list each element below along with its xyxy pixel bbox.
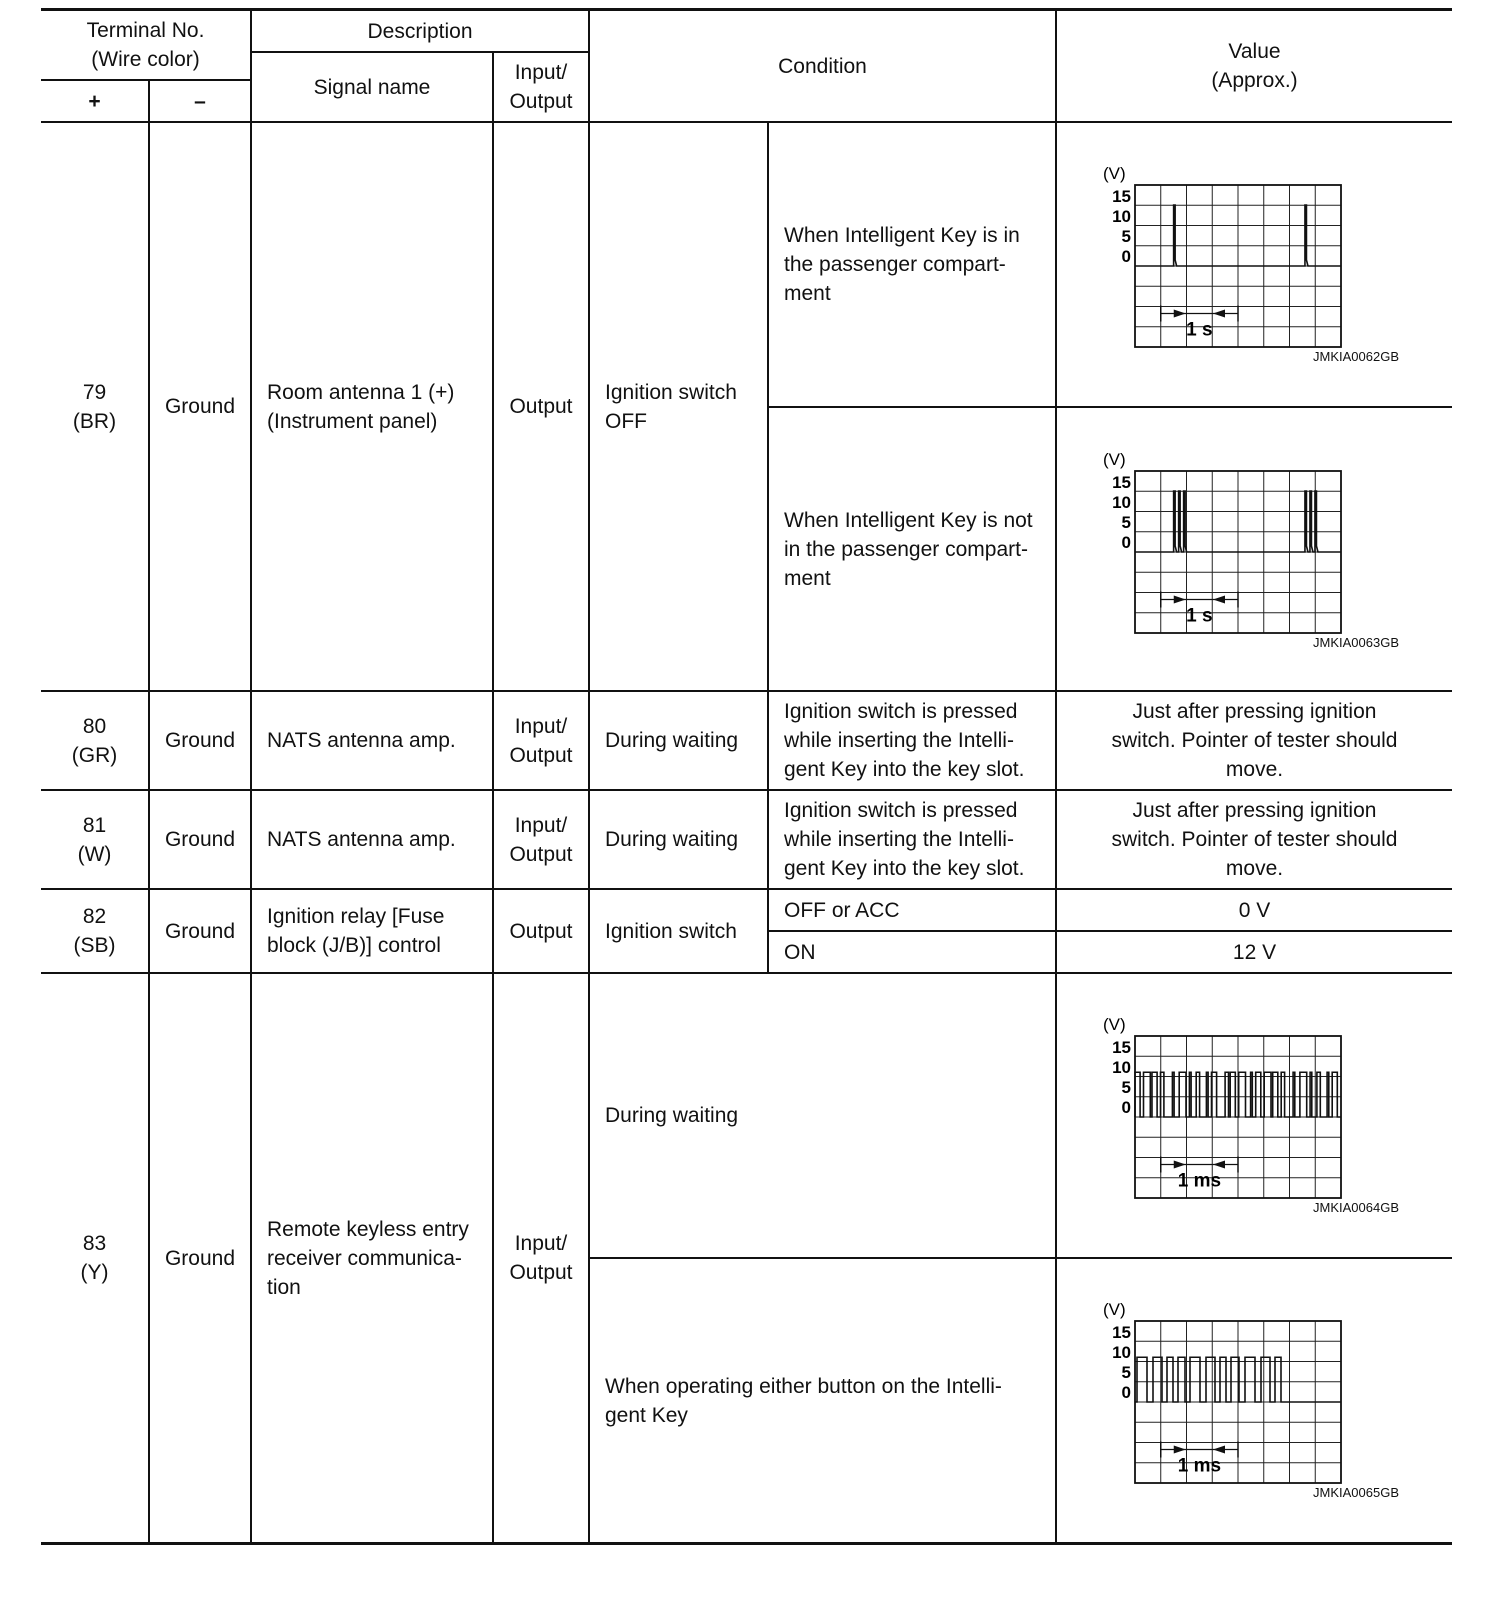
condition-81-detail: Ignition switch is pressed while inserting the Intelli- gent Key into the key slot. <box>784 799 1025 880</box>
scope-y-tick: 15 <box>1112 187 1131 206</box>
header-io: Input/ Output <box>509 61 573 113</box>
scope-y-tick: 5 <box>1121 513 1131 532</box>
value-82-off-acc: 0 V <box>1238 898 1271 922</box>
scope-svg <box>1095 1014 1355 1214</box>
scope-83-button <box>1095 1299 1355 1499</box>
scope-svg <box>1095 163 1355 363</box>
scope-time-label: 1 ms <box>1177 1170 1222 1192</box>
signal-81: NATS antenna amp. <box>267 828 456 851</box>
value-82-on: 12 V <box>1232 940 1277 964</box>
ground-79: Ground <box>164 395 236 418</box>
scope-svg <box>1095 1299 1355 1499</box>
scope-y-tick: 0 <box>1121 247 1131 266</box>
condition-80-detail: Ignition switch is pressed while inserting the Intelli- gent Key into the key slot. <box>784 700 1025 781</box>
header-minus: – <box>194 89 206 113</box>
scope-unit-label: (V) <box>1103 450 1126 469</box>
condition-79: Ignition switch OFF <box>605 380 737 433</box>
header-plus: + <box>88 89 101 113</box>
header-condition: Condition <box>778 54 867 78</box>
scope-waveform <box>1135 1072 1341 1117</box>
io-83: Input/ Output <box>509 1232 573 1284</box>
scope-y-tick: 10 <box>1112 1058 1131 1077</box>
ground-80: Ground <box>164 729 236 752</box>
scope-unit-label: (V) <box>1103 1015 1126 1034</box>
fig-id-83-waiting: JMKIA0064GB <box>1313 1200 1399 1215</box>
terminal-table <box>41 8 1452 1590</box>
scope-arrow-left <box>1213 596 1225 604</box>
scope-y-tick: 10 <box>1112 493 1131 512</box>
ground-81: Ground <box>164 828 236 851</box>
condition-79-not-in: When Intelligent Key is not in the passenger compart- ment <box>784 508 1033 590</box>
fig-id-79-in: JMKIA0062GB <box>1313 349 1399 364</box>
scope-y-tick: 10 <box>1112 1343 1131 1362</box>
scope-83-waiting <box>1095 1014 1355 1214</box>
scope-arrow-left <box>1213 310 1225 318</box>
fig-id-79-not-in: JMKIA0063GB <box>1313 635 1399 650</box>
fig-id-83-button: JMKIA0065GB <box>1313 1485 1399 1500</box>
condition-83-button: When operating either button on the Intelli- gent Key <box>605 1374 1002 1427</box>
value-81: Just after pressing ignition switch. Pointer of tester should move. <box>1111 799 1398 880</box>
condition-83-waiting: During waiting <box>605 1104 739 1127</box>
scope-time-label: 1 ms <box>1177 1455 1222 1477</box>
terminal-81: 81 (W) <box>77 813 112 866</box>
signal-83: Remote keyless entry receiver communica- tion <box>267 1217 469 1299</box>
scope-79-not-in <box>1095 449 1355 649</box>
header-value: Value (Approx.) <box>1211 40 1298 92</box>
scope-unit-label: (V) <box>1103 164 1126 183</box>
scope-y-tick: 5 <box>1121 1078 1131 1097</box>
ground-83: Ground <box>164 1246 236 1270</box>
io-79: Output <box>509 395 573 418</box>
ground-82: Ground <box>164 919 236 943</box>
scope-y-tick: 10 <box>1112 207 1131 226</box>
scope-arrow-left <box>1213 1161 1225 1169</box>
scope-time-label: 1 s <box>1186 319 1213 341</box>
scope-y-tick: 15 <box>1112 473 1131 492</box>
header-signal-name: Signal name <box>313 75 431 99</box>
scope-y-tick: 15 <box>1112 1323 1131 1342</box>
terminal-82: 82 (SB) <box>73 905 116 957</box>
scope-y-tick: 0 <box>1121 1383 1131 1402</box>
scope-svg <box>1095 449 1355 649</box>
terminal-80: 80 (GR) <box>71 714 118 767</box>
scope-y-tick: 0 <box>1121 533 1131 552</box>
condition-82-off-acc: OFF or ACC <box>784 898 900 922</box>
io-82: Output <box>509 919 573 943</box>
header-terminal: Terminal No. (Wire color) <box>86 19 205 71</box>
io-81: Input/ Output <box>509 813 573 866</box>
scope-y-tick: 0 <box>1121 1098 1131 1117</box>
scope-y-tick: 15 <box>1112 1038 1131 1057</box>
scope-arrow-left <box>1213 1446 1225 1454</box>
signal-79: Room antenna 1 (+) (Instrument panel) <box>267 380 455 433</box>
condition-82: Ignition switch <box>605 919 737 943</box>
condition-82-on: ON <box>784 940 816 964</box>
signal-80: NATS antenna amp. <box>267 729 456 752</box>
scope-time-label: 1 s <box>1186 605 1213 627</box>
condition-79-in: When Intelligent Key is in the passenger compart- ment <box>784 224 1020 305</box>
value-80: Just after pressing ignition switch. Pointer of tester should move. <box>1111 700 1398 781</box>
condition-81: During waiting <box>605 828 739 851</box>
scope-arrow-right <box>1174 1161 1186 1169</box>
signal-82: Ignition relay [Fuse block (J/B)] control <box>267 905 445 957</box>
terminal-83: 83 (Y) <box>80 1232 109 1284</box>
header-description: Description <box>367 19 473 43</box>
scope-arrow-right <box>1174 596 1186 604</box>
scope-y-tick: 5 <box>1121 227 1131 246</box>
condition-80: During waiting <box>605 729 739 752</box>
scope-arrow-right <box>1174 1446 1186 1454</box>
scope-arrow-right <box>1174 310 1186 318</box>
scope-79-in <box>1095 163 1355 363</box>
io-80: Input/ Output <box>509 714 573 767</box>
terminal-79: 79 (BR) <box>72 380 117 433</box>
table-bottom-rule <box>41 1542 1452 1545</box>
scope-unit-label: (V) <box>1103 1300 1126 1319</box>
scope-y-tick: 5 <box>1121 1363 1131 1382</box>
